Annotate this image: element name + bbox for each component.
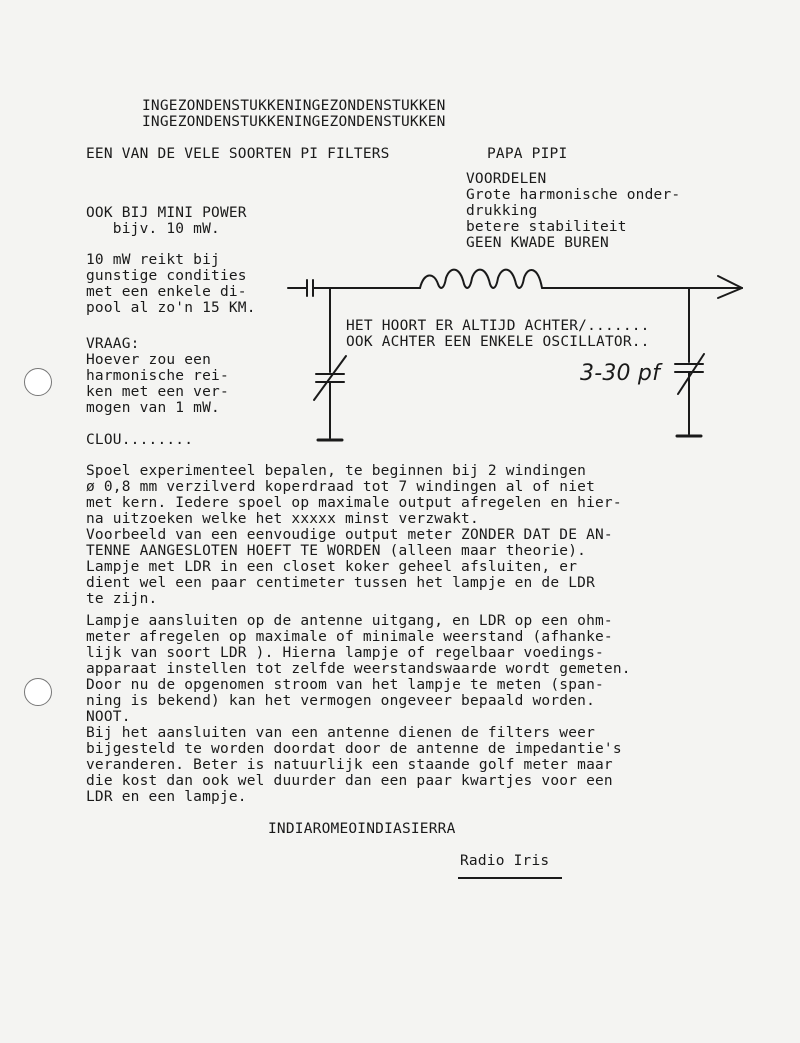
- signature-underline: [458, 877, 562, 879]
- voordelen-heading: VOORDELEN: [466, 171, 547, 187]
- header-line-1: INGEZONDENSTUKKENINGEZONDENSTUKKEN: [142, 98, 446, 114]
- antenna-arrow: [718, 276, 742, 288]
- voordelen-line: drukking: [466, 203, 538, 219]
- reach-line: gunstige condities: [86, 268, 247, 284]
- question-line: Hoever zou een: [86, 352, 212, 368]
- callsign: INDIAROMEOINDIASIERRA: [268, 821, 456, 837]
- body-line: meter afregelen op maximale of minimale weerstand (afhanke-: [86, 629, 613, 645]
- capacitor-value-label: 3-30 pf: [580, 361, 661, 386]
- title-left: EEN VAN DE VELE SOORTEN PI FILTERS: [86, 146, 390, 162]
- body-line: dient wel een paar centimeter tussen het lampje en de LDR: [86, 575, 595, 591]
- reach-line: met een enkele di-: [86, 284, 247, 300]
- circuit-note-line-1: HET HOORT ER ALTIJD ACHTER/.......: [346, 318, 650, 334]
- body-line: Spoel experimenteel bepalen, te beginnen bij 2 windingen: [86, 463, 587, 479]
- title-right: PAPA PIPI: [487, 146, 568, 162]
- mini-power-line: bijv. 10 mW.: [86, 221, 220, 237]
- body-line: apparaat instellen tot zelfde weerstandswaarde wordt gemeten.: [86, 661, 631, 677]
- header-line-2: INGEZONDENSTUKKENINGEZONDENSTUKKEN: [142, 114, 446, 130]
- question-line: ken met een ver-: [86, 384, 229, 400]
- reach-line: 10 mW reikt bij: [86, 252, 220, 268]
- reach-line: pool al zo'n 15 KM.: [86, 300, 256, 316]
- body-line: die kost dan ook wel duurder dan een paar kwartjes voor een: [86, 773, 613, 789]
- voordelen-line: GEEN KWADE BUREN: [466, 235, 609, 251]
- body-line: ø 0,8 mm verzilverd koperdraad tot 7 windingen al of niet: [86, 479, 595, 495]
- question-line: mogen van 1 mW.: [86, 400, 220, 416]
- right-capacitor-trimmer: [678, 354, 704, 394]
- body-line: LDR en een lampje.: [86, 789, 247, 805]
- circuit-note-line-2: OOK ACHTER EEN ENKELE OSCILLATOR..: [346, 334, 650, 350]
- pi-filter-circuit-diagram: [0, 0, 800, 470]
- body-line: te zijn.: [86, 591, 158, 607]
- body-line: bijgesteld te worden doordat door de antenne de impedantie's: [86, 741, 622, 757]
- body-line: Door nu de opgenomen stroom van het lampje te meten (span-: [86, 677, 604, 693]
- signature: Radio Iris: [460, 853, 550, 869]
- body-line: Voorbeeld van een eenvoudige output meter ZONDER DAT DE AN-: [86, 527, 613, 543]
- coil-inductor: [420, 270, 542, 288]
- body-line: NOOT.: [86, 709, 131, 725]
- punch-hole-bottom: [24, 678, 52, 706]
- clou-line: CLOU........: [86, 432, 194, 448]
- body-line: TENNE AANGESLOTEN HOEFT TE WORDEN (alleen maar theorie).: [86, 543, 587, 559]
- question-line: VRAAG:: [86, 336, 140, 352]
- body-line: Lampje aansluiten op de antenne uitgang, en LDR op een ohm-: [86, 613, 613, 629]
- mini-power-line: OOK BIJ MINI POWER: [86, 205, 247, 221]
- body-line: met kern. Iedere spoel op maximale output afregelen en hier-: [86, 495, 622, 511]
- body-line: Bij het aansluiten van een antenne dienen de filters weer: [86, 725, 595, 741]
- voordelen-line: Grote harmonische onder-: [466, 187, 681, 203]
- question-line: harmonische rei-: [86, 368, 229, 384]
- body-line: veranderen. Beter is natuurlijk een staande golf meter maar: [86, 757, 613, 773]
- body-line: na uitzoeken welke het xxxxx minst verzwakt.: [86, 511, 479, 527]
- body-line: lijk van soort LDR ). Hierna lampje of regelbaar voedings-: [86, 645, 604, 661]
- antenna-arrow: [718, 288, 742, 298]
- body-line: Lampje met LDR in een closet koker geheel afsluiten, er: [86, 559, 578, 575]
- voordelen-line: betere stabiliteit: [466, 219, 627, 235]
- body-line: ning is bekend) kan het vermogen ongeveer bepaald worden.: [86, 693, 595, 709]
